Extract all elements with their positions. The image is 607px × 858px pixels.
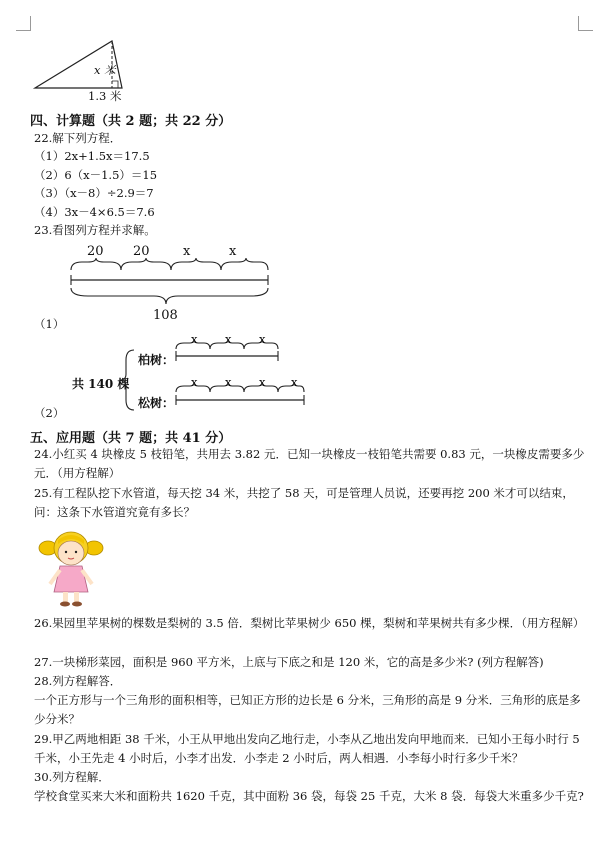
- q28-text: 一个正方形与一个三角形的面积相等，已知正方形的边长是 6 分米，三角形的高是 9 分米．三角形的底是多少分米？: [34, 693, 581, 726]
- diagram1-total: 108: [153, 308, 178, 323]
- q22-item-4: （4）3x－4×6.5＝7.6: [34, 205, 155, 219]
- diagram1-top-label-2: 20: [133, 244, 150, 259]
- diagram2-row2-mark-2: x: [225, 375, 232, 389]
- q22-item-2: （2）6（x－1.5）＝15: [34, 168, 158, 182]
- diagram1-top-label-3: x: [183, 244, 191, 259]
- q28-stem: 28.列方程解答．: [34, 674, 122, 688]
- diagram1-top-label-1: 20: [87, 244, 104, 259]
- diagram2-row2-label: 松树：: [138, 396, 175, 410]
- q25-text: 25.有工程队挖下水管道，每天挖 34 米，共挖了 58 天，可是管理人员说，还要再挖 200 米才可以结束，问：这条下水管道究竟有多长？: [34, 486, 574, 519]
- section5-title: 五、应用题（共 7 题；共 41 分）: [30, 431, 232, 446]
- corner-mark-top-left: [16, 16, 31, 31]
- section4-title: 四、计算题（共 2 题；共 22 分）: [30, 114, 232, 129]
- q22-item-3: （3）（x－8）÷2.9＝7: [34, 186, 154, 200]
- q27-text: 27.一块梯形菜园，面积是 960 平方米，上底与下底之和是 120 米，它的高是多少米? (列方程解答): [34, 655, 544, 669]
- diagram2-row2-mark-1: x: [191, 375, 198, 389]
- diagram1-top-label-4: x: [229, 244, 237, 259]
- triangle-base-label: 1.3 米: [88, 89, 122, 103]
- triangle-x-label: x 米: [94, 63, 116, 77]
- diagram2-row1-mark-3: x: [259, 332, 266, 346]
- diagram2-row1-mark-1: x: [191, 332, 198, 346]
- q30-stem: 30.列方程解．: [34, 770, 110, 784]
- girl-illustration: [38, 526, 104, 608]
- q23-stem: 23.看图列方程并求解。: [34, 223, 156, 237]
- q29-text: 29.甲乙两地相距 38 千米，小王从甲地出发向乙地行走，小李从乙地出发向甲地而来．已知小王每小时行 5 千米，小王先走 4 小时后，小李才出发．小李走 2 小时后，两人相遇．小李每小时行多少千米？: [34, 732, 580, 765]
- diagram2-row1-mark-2: x: [225, 332, 232, 346]
- diagram2-row2-mark-4: x: [291, 375, 298, 389]
- q22-stem: 22.解下列方程．: [34, 131, 122, 145]
- diagram1-label: （1）: [34, 317, 65, 331]
- diagram2-total-label: 共 140 棵: [72, 377, 130, 391]
- diagram2-label: （2）: [34, 406, 65, 420]
- q24-text: 24.小红买 4 块橡皮 5 枝铅笔，共用去 3.82 元．已知一块橡皮一枝铅笔共需要 0.83 元，一块橡皮需要多少元．（用方程解）: [34, 447, 585, 480]
- diagram2-row2-mark-3: x: [259, 375, 266, 389]
- diagram2-row1-label: 柏树：: [138, 353, 175, 367]
- q22-item-1: （1）2x+1.5x＝17.5: [34, 149, 150, 163]
- q30-text: 学校食堂买来大米和面粉共 1620 千克，其中面粉 36 袋，每袋 25 千克，大米 8 袋．每袋大米重多少千克?: [34, 789, 584, 803]
- corner-mark-top-right: [578, 16, 593, 31]
- q26-text: 26.果园里苹果树的棵数是梨树的 3.5 倍．梨树比苹果树少 650 棵，梨树和苹果树共有多少棵．（用方程解）: [34, 616, 585, 630]
- diagram1-brace-figure: [66, 258, 276, 308]
